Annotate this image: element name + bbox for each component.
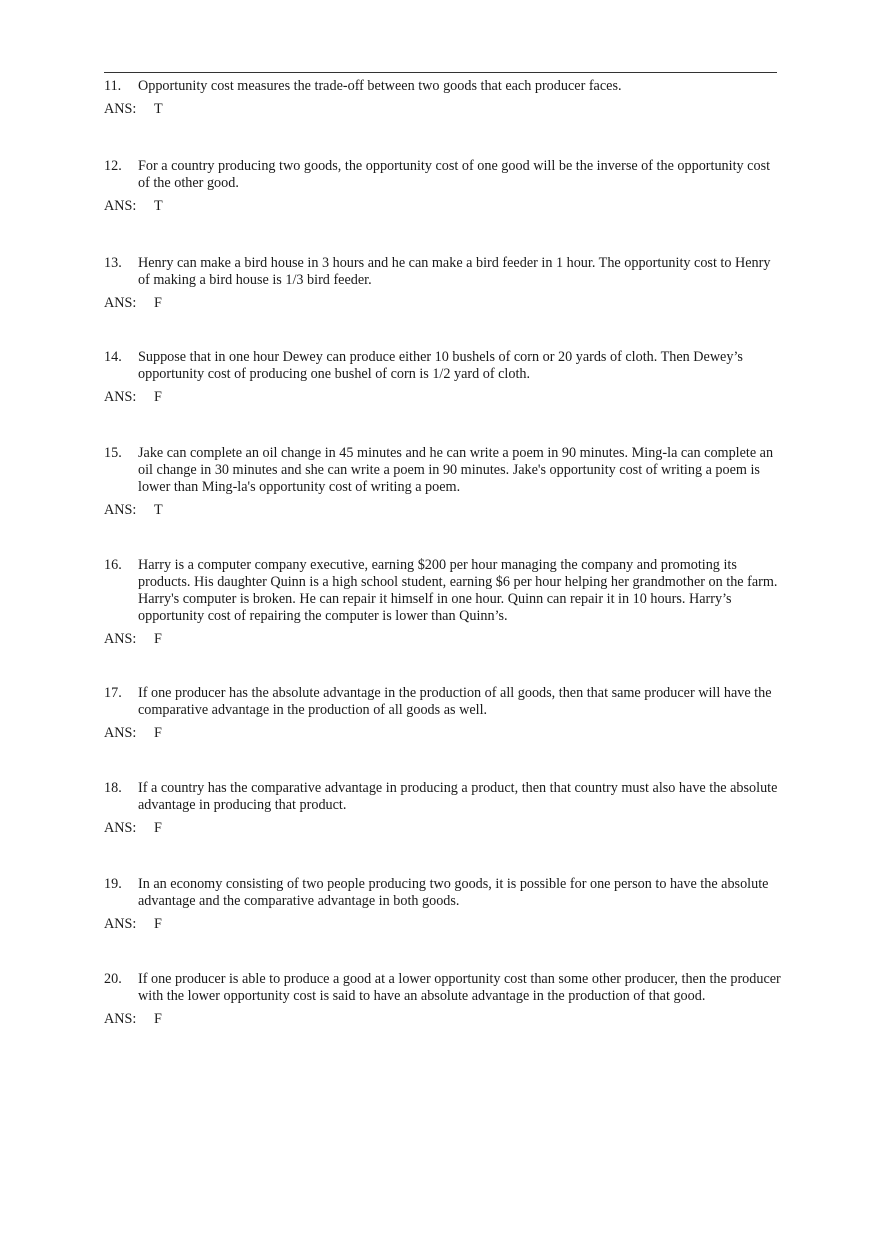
answer-value: F [154,916,162,932]
answer-label: ANS: [104,101,137,117]
question-text: In an economy consisting of two people producing two goods, it is possible for one person to have the absolute advantage and the comparative advantage in both goods. [138,876,769,909]
question-14 [104,349,784,406]
question-text: Jake can complete an oil change in 45 minutes and he can write a poem in 90 minutes. Ming-la can complete an oil change in 30 minutes and she can write a poem in 90 minutes. Jake's opportunity cost of writing a poem is lower than Ming-la's opportunity cost of writing a poem. [138,445,774,495]
answer-label: ANS: [104,1011,137,1027]
answer-value: F [154,295,162,311]
question-13 [104,255,784,312]
question-number: 15. [104,445,122,461]
answer-line [104,389,784,406]
question-number: 12. [104,158,122,174]
answer-label: ANS: [104,295,137,311]
question-number: 14. [104,349,122,365]
answer-line [104,101,784,118]
question-text: If a country has the comparative advantage in producing a product, then that country must also have the absolute advantage in producing that product. [138,780,778,813]
question-number: 11. [104,78,122,94]
answer-line [104,820,784,837]
question-12 [104,158,784,215]
question-11 [104,78,784,118]
answer-label: ANS: [104,389,137,405]
answer-label: ANS: [104,820,137,836]
answer-value: F [154,820,162,836]
question-text: Harry is a computer company executive, earning $200 per hour managing the company and promoting its products. His daughter Quinn is a high school student, earning $6 per hour helping her grandmother on the farm. Harry's computer is broken. He can repair it himself in one hour. Quinn can repair it in 10 hours. Harry’s opportunity cost of repairing the computer is lower than Quinn’s. [138,557,778,624]
question-16 [104,557,784,648]
question-number: 13. [104,255,122,271]
question-number: 19. [104,876,122,892]
top-divider [104,72,777,73]
question-20 [104,971,784,1028]
answer-label: ANS: [104,502,137,518]
answer-line [104,1011,784,1028]
question-19 [104,876,784,933]
answer-line [104,631,784,648]
question-15 [104,445,784,519]
question-text: Opportunity cost measures the trade-off between two goods that each producer faces. [138,78,622,94]
question-number: 20. [104,971,122,987]
answer-line [104,502,784,519]
answer-line [104,295,784,312]
answer-value: F [154,631,162,647]
question-number: 18. [104,780,122,796]
answer-value: T [154,101,163,117]
answer-line [104,725,784,742]
answer-value: F [154,725,162,741]
question-17 [104,685,784,742]
question-text: Henry can make a bird house in 3 hours and he can make a bird feeder in 1 hour. The opportunity cost to Henry of making a bird house is 1/3 bird feeder. [138,255,771,288]
answer-label: ANS: [104,631,137,647]
question-number: 16. [104,557,122,573]
answer-label: ANS: [104,916,137,932]
question-text: If one producer has the absolute advantage in the production of all goods, then that same producer will have the comparative advantage in the production of all goods as well. [138,685,772,718]
answer-value: T [154,502,163,518]
answer-line [104,198,784,215]
answer-value: F [154,1011,162,1027]
question-text: For a country producing two goods, the opportunity cost of one good will be the inverse of the opportunity cost of the other good. [138,158,771,191]
question-text: Suppose that in one hour Dewey can produce either 10 bushels of corn or 20 yards of cloth. Then Dewey’s opportunity cost of producing one bushel of corn is 1/2 yard of cloth. [138,349,743,382]
answer-label: ANS: [104,725,137,741]
question-text: If one producer is able to produce a good at a lower opportunity cost than some other producer, then the producer with the lower opportunity cost is said to have an absolute advantage in the production of that good. [138,971,781,1004]
question-number: 17. [104,685,122,701]
answer-line [104,916,784,933]
answer-value: T [154,198,163,214]
answer-label: ANS: [104,198,137,214]
answer-value: F [154,389,162,405]
question-18 [104,780,784,837]
